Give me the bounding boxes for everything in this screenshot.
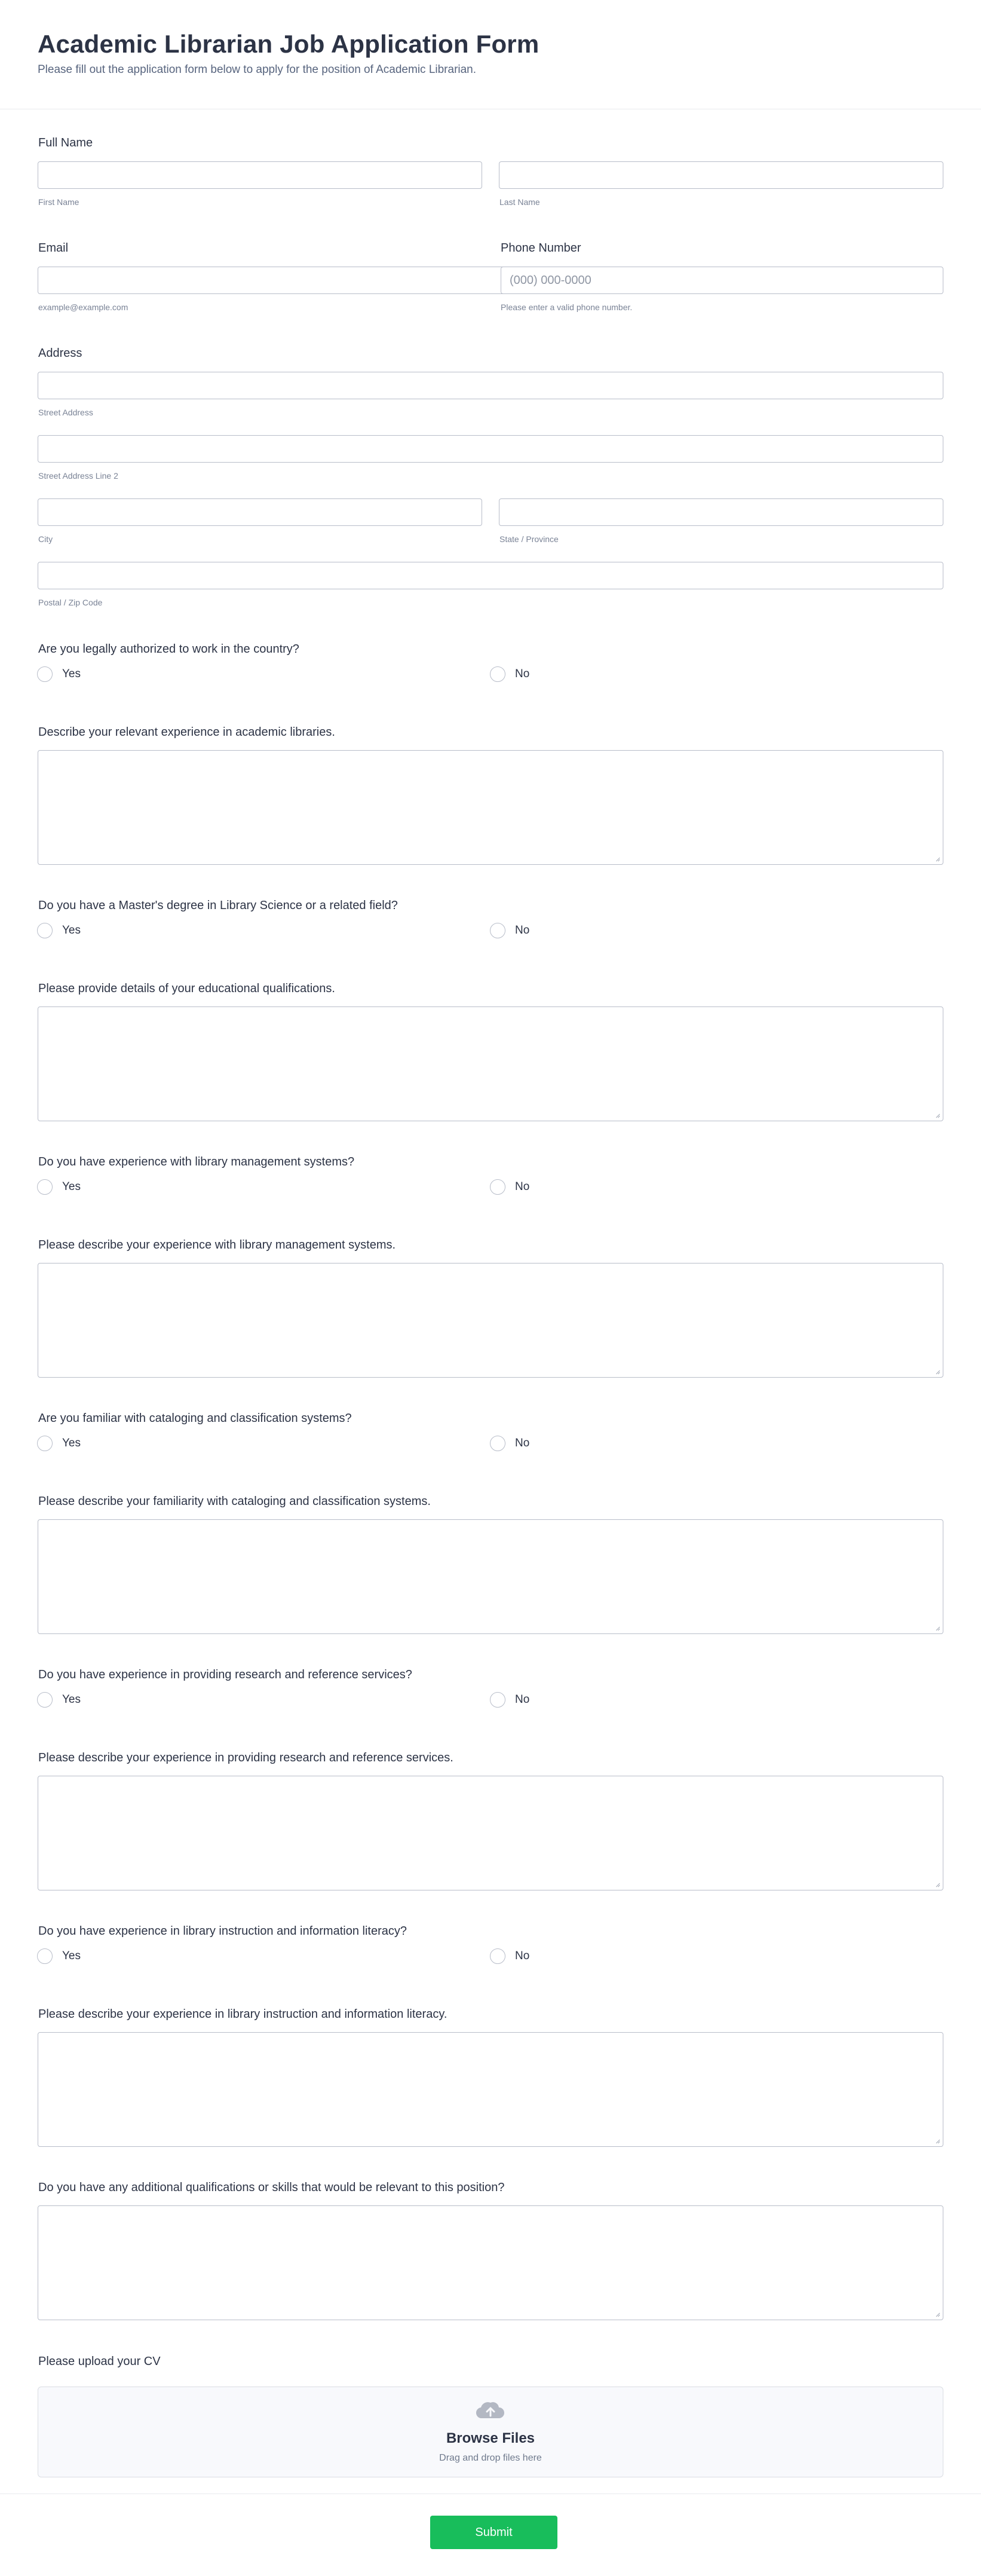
research-describe-input[interactable] bbox=[38, 1776, 943, 1890]
email-sublabel: example@example.com bbox=[38, 302, 128, 312]
additional-qualifications-input[interactable] bbox=[38, 2206, 943, 2320]
cloud-upload-icon bbox=[476, 2399, 505, 2421]
address-label: Address bbox=[38, 347, 82, 360]
radio-label: No bbox=[515, 924, 530, 937]
submit-button[interactable]: Submit bbox=[430, 2516, 557, 2549]
street-address-2-sublabel: Street Address Line 2 bbox=[38, 471, 118, 481]
phone-sublabel: Please enter a valid phone number. bbox=[501, 302, 633, 312]
city-field[interactable] bbox=[38, 498, 482, 526]
resize-grip-icon[interactable] bbox=[934, 2311, 940, 2317]
lms-yes-radio[interactable] bbox=[37, 1179, 81, 1195]
phone-input[interactable] bbox=[501, 267, 943, 293]
radio-label: Yes bbox=[62, 1693, 81, 1706]
authorized-no-radio[interactable] bbox=[490, 666, 529, 682]
radio-circle[interactable] bbox=[490, 1436, 505, 1451]
lms-experience-question: Do you have experience with library management systems? bbox=[38, 1155, 355, 1168]
radio-circle[interactable] bbox=[37, 923, 53, 938]
postal-code-sublabel: Postal / Zip Code bbox=[38, 598, 103, 607]
file-upload-dropzone[interactable] bbox=[38, 2387, 943, 2477]
authorized-yes-radio[interactable] bbox=[37, 666, 81, 682]
email-label: Email bbox=[38, 241, 69, 255]
first-name-input[interactable] bbox=[38, 162, 482, 188]
phone-label: Phone Number bbox=[501, 241, 581, 255]
research-yes-radio[interactable] bbox=[37, 1692, 81, 1708]
email-input[interactable] bbox=[38, 267, 526, 293]
academic-experience-input[interactable] bbox=[38, 751, 943, 864]
instruction-question: Do you have experience in library instruction and information literacy? bbox=[38, 1925, 407, 1938]
postal-code-input[interactable] bbox=[38, 562, 943, 589]
radio-label: No bbox=[515, 1437, 530, 1449]
radio-label: No bbox=[515, 1180, 530, 1193]
first-name-sublabel: First Name bbox=[38, 197, 79, 207]
postal-code-field[interactable] bbox=[38, 562, 943, 589]
radio-circle[interactable] bbox=[37, 1948, 53, 1964]
cataloging-question: Are you familiar with cataloging and classification systems? bbox=[38, 1412, 352, 1425]
radio-circle[interactable] bbox=[490, 666, 505, 682]
cataloging-yes-radio[interactable] bbox=[37, 1436, 81, 1451]
cataloging-describe-textarea[interactable] bbox=[38, 1519, 943, 1634]
instruction-describe-textarea[interactable] bbox=[38, 2032, 943, 2147]
radio-circle[interactable] bbox=[37, 1436, 53, 1451]
full-name-label: Full Name bbox=[38, 136, 93, 149]
page-title: Academic Librarian Job Application Form bbox=[38, 30, 539, 58]
browse-files-button[interactable]: Browse Files bbox=[446, 2430, 535, 2446]
resize-grip-icon[interactable] bbox=[934, 1625, 940, 1631]
radio-circle[interactable] bbox=[490, 1692, 505, 1708]
instruction-no-radio[interactable] bbox=[490, 1948, 529, 1964]
lms-no-radio[interactable] bbox=[490, 1179, 529, 1195]
last-name-sublabel: Last Name bbox=[499, 197, 540, 207]
upload-cv-label: Please upload your CV bbox=[38, 2355, 161, 2368]
education-details-input[interactable] bbox=[38, 1007, 943, 1121]
last-name-field[interactable] bbox=[499, 161, 943, 189]
state-input[interactable] bbox=[499, 499, 943, 525]
resize-grip-icon[interactable] bbox=[934, 1369, 940, 1375]
cataloging-describe-input[interactable] bbox=[38, 1520, 943, 1633]
email-field[interactable] bbox=[38, 267, 526, 294]
city-input[interactable] bbox=[38, 499, 482, 525]
radio-circle[interactable] bbox=[37, 1692, 53, 1708]
street-address-2-input[interactable] bbox=[38, 436, 943, 462]
form-header bbox=[0, 0, 981, 109]
radio-label: Yes bbox=[62, 1950, 81, 1962]
radio-label: Yes bbox=[62, 924, 81, 937]
instruction-describe-input[interactable] bbox=[38, 2033, 943, 2146]
research-no-radio[interactable] bbox=[490, 1692, 529, 1708]
state-sublabel: State / Province bbox=[499, 534, 559, 544]
radio-circle[interactable] bbox=[490, 1948, 505, 1964]
radio-label: No bbox=[515, 1693, 530, 1706]
masters-yes-radio[interactable] bbox=[37, 923, 81, 938]
radio-circle[interactable] bbox=[37, 1179, 53, 1195]
education-details-label: Please provide details of your educational qualifications. bbox=[38, 982, 335, 995]
research-describe-textarea[interactable] bbox=[38, 1776, 943, 1890]
first-name-field[interactable] bbox=[38, 161, 482, 189]
additional-qualifications-textarea[interactable] bbox=[38, 2205, 943, 2320]
lms-describe-textarea[interactable] bbox=[38, 1263, 943, 1378]
research-describe-label: Please describe your experience in providing research and reference services. bbox=[38, 1751, 453, 1764]
resize-grip-icon[interactable] bbox=[934, 856, 940, 862]
resize-grip-icon[interactable] bbox=[934, 1881, 940, 1887]
street-address-input[interactable] bbox=[38, 372, 943, 399]
form-footer bbox=[0, 2494, 981, 2576]
drag-drop-hint: Drag and drop files here bbox=[439, 2453, 542, 2463]
last-name-input[interactable] bbox=[499, 162, 943, 188]
state-field[interactable] bbox=[499, 498, 943, 526]
authorized-question: Are you legally authorized to work in the country? bbox=[38, 643, 299, 656]
education-details-textarea[interactable] bbox=[38, 1006, 943, 1121]
cataloging-describe-label: Please describe your familiarity with cataloging and classification systems. bbox=[38, 1495, 431, 1508]
city-sublabel: City bbox=[38, 534, 53, 544]
masters-no-radio[interactable] bbox=[490, 923, 529, 938]
additional-qualifications-label: Do you have any additional qualifications or skills that would be relevant to this position? bbox=[38, 2181, 505, 2194]
research-question: Do you have experience in providing research and reference services? bbox=[38, 1668, 412, 1681]
street-address-sublabel: Street Address bbox=[38, 408, 93, 417]
lms-describe-input[interactable] bbox=[38, 1263, 943, 1377]
page-subtitle: Please fill out the application form below to apply for the position of Academic Librarian. bbox=[38, 63, 477, 76]
street-address-field[interactable] bbox=[38, 372, 943, 399]
phone-field[interactable] bbox=[501, 267, 943, 294]
radio-circle[interactable] bbox=[490, 1179, 505, 1195]
academic-experience-textarea[interactable] bbox=[38, 750, 943, 865]
radio-label: No bbox=[515, 1950, 530, 1962]
radio-label: Yes bbox=[62, 1180, 81, 1193]
masters-degree-question: Do you have a Master's degree in Library Science or a related field? bbox=[38, 899, 398, 912]
radio-label: Yes bbox=[62, 1437, 81, 1449]
instruction-yes-radio[interactable] bbox=[37, 1948, 81, 1964]
radio-label: Yes bbox=[62, 668, 81, 680]
radio-circle[interactable] bbox=[490, 923, 505, 938]
academic-experience-label: Describe your relevant experience in academic libraries. bbox=[38, 726, 335, 739]
instruction-describe-label: Please describe your experience in library instruction and information literacy. bbox=[38, 2008, 447, 2021]
cataloging-no-radio[interactable] bbox=[490, 1436, 529, 1451]
resize-grip-icon[interactable] bbox=[934, 1112, 940, 1118]
street-address-2-field[interactable] bbox=[38, 435, 943, 463]
lms-describe-label: Please describe your experience with library management systems. bbox=[38, 1238, 396, 1252]
radio-circle[interactable] bbox=[37, 666, 53, 682]
resize-grip-icon[interactable] bbox=[934, 2138, 940, 2144]
radio-label: No bbox=[515, 668, 530, 680]
